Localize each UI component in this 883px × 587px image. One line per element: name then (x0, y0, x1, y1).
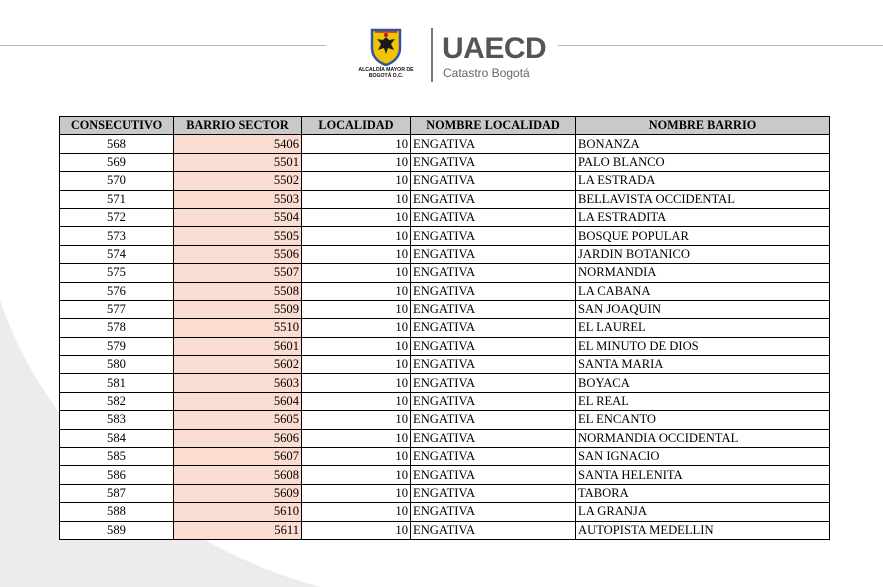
cell-barrio-sector: 5406 (174, 135, 302, 153)
cell-consecutivo: 578 (60, 319, 174, 337)
cell-localidad: 10 (302, 503, 411, 521)
cell-consecutivo: 570 (60, 172, 174, 190)
cell-consecutivo: 588 (60, 503, 174, 521)
cell-nombre-localidad: ENGATIVA (411, 282, 576, 300)
cell-nombre-barrio: TABORA (576, 484, 830, 502)
cell-consecutivo: 574 (60, 245, 174, 263)
brand-subtitle: Catastro Bogotá (443, 66, 530, 80)
cell-nombre-localidad: ENGATIVA (411, 227, 576, 245)
cell-nombre-barrio: NORMANDIA OCCIDENTAL (576, 429, 830, 447)
cell-nombre-barrio: NORMANDIA (576, 264, 830, 282)
cell-barrio-sector: 5507 (174, 264, 302, 282)
cell-consecutivo: 582 (60, 392, 174, 410)
cell-nombre-barrio: LA GRANJA (576, 503, 830, 521)
cell-nombre-localidad: ENGATIVA (411, 466, 576, 484)
cell-localidad: 10 (302, 337, 411, 355)
cell-nombre-localidad: ENGATIVA (411, 429, 576, 447)
cell-nombre-barrio: EL LAUREL (576, 319, 830, 337)
header-rule-left (0, 45, 326, 46)
cell-consecutivo: 583 (60, 411, 174, 429)
cell-nombre-barrio: JARDIN BOTANICO (576, 245, 830, 263)
cell-barrio-sector: 5601 (174, 337, 302, 355)
table-body (60, 135, 830, 540)
cell-localidad: 10 (302, 521, 411, 539)
cell-localidad: 10 (302, 429, 411, 447)
cell-localidad: 10 (302, 172, 411, 190)
cell-nombre-barrio: SAN JOAQUIN (576, 300, 830, 318)
cell-localidad: 10 (302, 282, 411, 300)
cell-barrio-sector: 5607 (174, 448, 302, 466)
cell-barrio-sector: 5608 (174, 466, 302, 484)
table-row (60, 448, 830, 466)
cell-barrio-sector: 5501 (174, 153, 302, 171)
table-row (60, 190, 830, 208)
cell-localidad: 10 (302, 227, 411, 245)
table-row (60, 227, 830, 245)
cell-nombre-localidad: ENGATIVA (411, 521, 576, 539)
cell-barrio-sector: 5506 (174, 245, 302, 263)
cell-nombre-localidad: ENGATIVA (411, 411, 576, 429)
cell-nombre-localidad: ENGATIVA (411, 190, 576, 208)
cell-barrio-sector: 5603 (174, 374, 302, 392)
cell-localidad: 10 (302, 264, 411, 282)
table-row (60, 392, 830, 410)
cell-nombre-barrio: SANTA MARIA (576, 356, 830, 374)
cell-nombre-localidad: ENGATIVA (411, 153, 576, 171)
cell-barrio-sector: 5504 (174, 208, 302, 226)
cell-barrio-sector: 5602 (174, 356, 302, 374)
cell-consecutivo: 580 (60, 356, 174, 374)
cell-consecutivo: 579 (60, 337, 174, 355)
cell-barrio-sector: 5505 (174, 227, 302, 245)
cell-nombre-barrio: SANTA HELENITA (576, 466, 830, 484)
table-row (60, 282, 830, 300)
logo-caption: ALCALDÍA MAYOR DE BOGOTÁ D.C. (358, 67, 414, 79)
cell-nombre-localidad: ENGATIVA (411, 374, 576, 392)
cell-nombre-localidad: ENGATIVA (411, 135, 576, 153)
cell-nombre-localidad: ENGATIVA (411, 503, 576, 521)
cell-localidad: 10 (302, 374, 411, 392)
cell-localidad: 10 (302, 300, 411, 318)
barrios-table (59, 116, 830, 540)
header-rule-right (558, 45, 883, 46)
cell-nombre-localidad: ENGATIVA (411, 172, 576, 190)
cell-nombre-barrio: EL MINUTO DE DIOS (576, 337, 830, 355)
table-row (60, 411, 830, 429)
cell-nombre-localidad: ENGATIVA (411, 264, 576, 282)
cell-consecutivo: 571 (60, 190, 174, 208)
cell-consecutivo: 587 (60, 484, 174, 502)
cell-barrio-sector: 5508 (174, 282, 302, 300)
table-row (60, 300, 830, 318)
table-row (60, 172, 830, 190)
cell-localidad: 10 (302, 319, 411, 337)
cell-nombre-localidad: ENGATIVA (411, 319, 576, 337)
cell-localidad: 10 (302, 392, 411, 410)
cell-consecutivo: 586 (60, 466, 174, 484)
cell-nombre-barrio: LA CABANA (576, 282, 830, 300)
cell-localidad: 10 (302, 208, 411, 226)
cell-barrio-sector: 5509 (174, 300, 302, 318)
cell-barrio-sector: 5605 (174, 411, 302, 429)
cell-localidad: 10 (302, 153, 411, 171)
table-row (60, 429, 830, 447)
table-row (60, 319, 830, 337)
cell-nombre-barrio: EL ENCANTO (576, 411, 830, 429)
cell-nombre-barrio: EL REAL (576, 392, 830, 410)
table-row (60, 374, 830, 392)
bogota-coat-of-arms-icon (370, 28, 402, 66)
cell-nombre-barrio: SAN IGNACIO (576, 448, 830, 466)
table-row (60, 484, 830, 502)
cell-consecutivo: 585 (60, 448, 174, 466)
column-header-nombre-barrio: NOMBRE BARRIO (576, 117, 830, 135)
cell-barrio-sector: 5609 (174, 484, 302, 502)
cell-nombre-localidad: ENGATIVA (411, 337, 576, 355)
table-row (60, 245, 830, 263)
cell-localidad: 10 (302, 484, 411, 502)
cell-nombre-barrio: LA ESTRADA (576, 172, 830, 190)
cell-barrio-sector: 5606 (174, 429, 302, 447)
cell-localidad: 10 (302, 245, 411, 263)
cell-consecutivo: 575 (60, 264, 174, 282)
cell-barrio-sector: 5610 (174, 503, 302, 521)
table-row (60, 153, 830, 171)
table-header-row (60, 117, 830, 135)
cell-consecutivo: 576 (60, 282, 174, 300)
cell-consecutivo: 584 (60, 429, 174, 447)
table-row (60, 208, 830, 226)
cell-nombre-localidad: ENGATIVA (411, 356, 576, 374)
cell-nombre-barrio: BONANZA (576, 135, 830, 153)
cell-nombre-barrio: BOYACA (576, 374, 830, 392)
cell-consecutivo: 573 (60, 227, 174, 245)
logo-divider (431, 28, 433, 82)
cell-consecutivo: 581 (60, 374, 174, 392)
cell-localidad: 10 (302, 411, 411, 429)
cell-nombre-localidad: ENGATIVA (411, 300, 576, 318)
cell-nombre-localidad: ENGATIVA (411, 208, 576, 226)
cell-nombre-barrio: AUTOPISTA MEDELLIN (576, 521, 830, 539)
table-row (60, 135, 830, 153)
cell-barrio-sector: 5611 (174, 521, 302, 539)
cell-barrio-sector: 5510 (174, 319, 302, 337)
cell-consecutivo: 572 (60, 208, 174, 226)
cell-nombre-localidad: ENGATIVA (411, 484, 576, 502)
cell-localidad: 10 (302, 466, 411, 484)
cell-localidad: 10 (302, 448, 411, 466)
cell-localidad: 10 (302, 356, 411, 374)
cell-consecutivo: 589 (60, 521, 174, 539)
cell-nombre-localidad: ENGATIVA (411, 392, 576, 410)
column-header-consecutivo: CONSECUTIVO (60, 117, 174, 135)
column-header-nombre-localidad: NOMBRE LOCALIDAD (411, 117, 576, 135)
table-row (60, 337, 830, 355)
cell-nombre-localidad: ENGATIVA (411, 448, 576, 466)
cell-nombre-barrio: PALO BLANCO (576, 153, 830, 171)
cell-barrio-sector: 5502 (174, 172, 302, 190)
cell-nombre-barrio: BOSQUE POPULAR (576, 227, 830, 245)
cell-localidad: 10 (302, 190, 411, 208)
cell-barrio-sector: 5503 (174, 190, 302, 208)
table-row (60, 466, 830, 484)
cell-nombre-localidad: ENGATIVA (411, 245, 576, 263)
cell-nombre-barrio: BELLAVISTA OCCIDENTAL (576, 190, 830, 208)
brand-title: UAECD (442, 32, 547, 65)
cell-nombre-barrio: LA ESTRADITA (576, 208, 830, 226)
table-row (60, 264, 830, 282)
cell-consecutivo: 568 (60, 135, 174, 153)
page-header (0, 0, 883, 100)
cell-localidad: 10 (302, 135, 411, 153)
column-header-localidad: LOCALIDAD (302, 117, 411, 135)
cell-consecutivo: 569 (60, 153, 174, 171)
cell-barrio-sector: 5604 (174, 392, 302, 410)
table-row (60, 521, 830, 539)
table-row (60, 356, 830, 374)
table-row (60, 503, 830, 521)
cell-consecutivo: 577 (60, 300, 174, 318)
column-header-barrio-sector: BARRIO SECTOR (174, 117, 302, 135)
